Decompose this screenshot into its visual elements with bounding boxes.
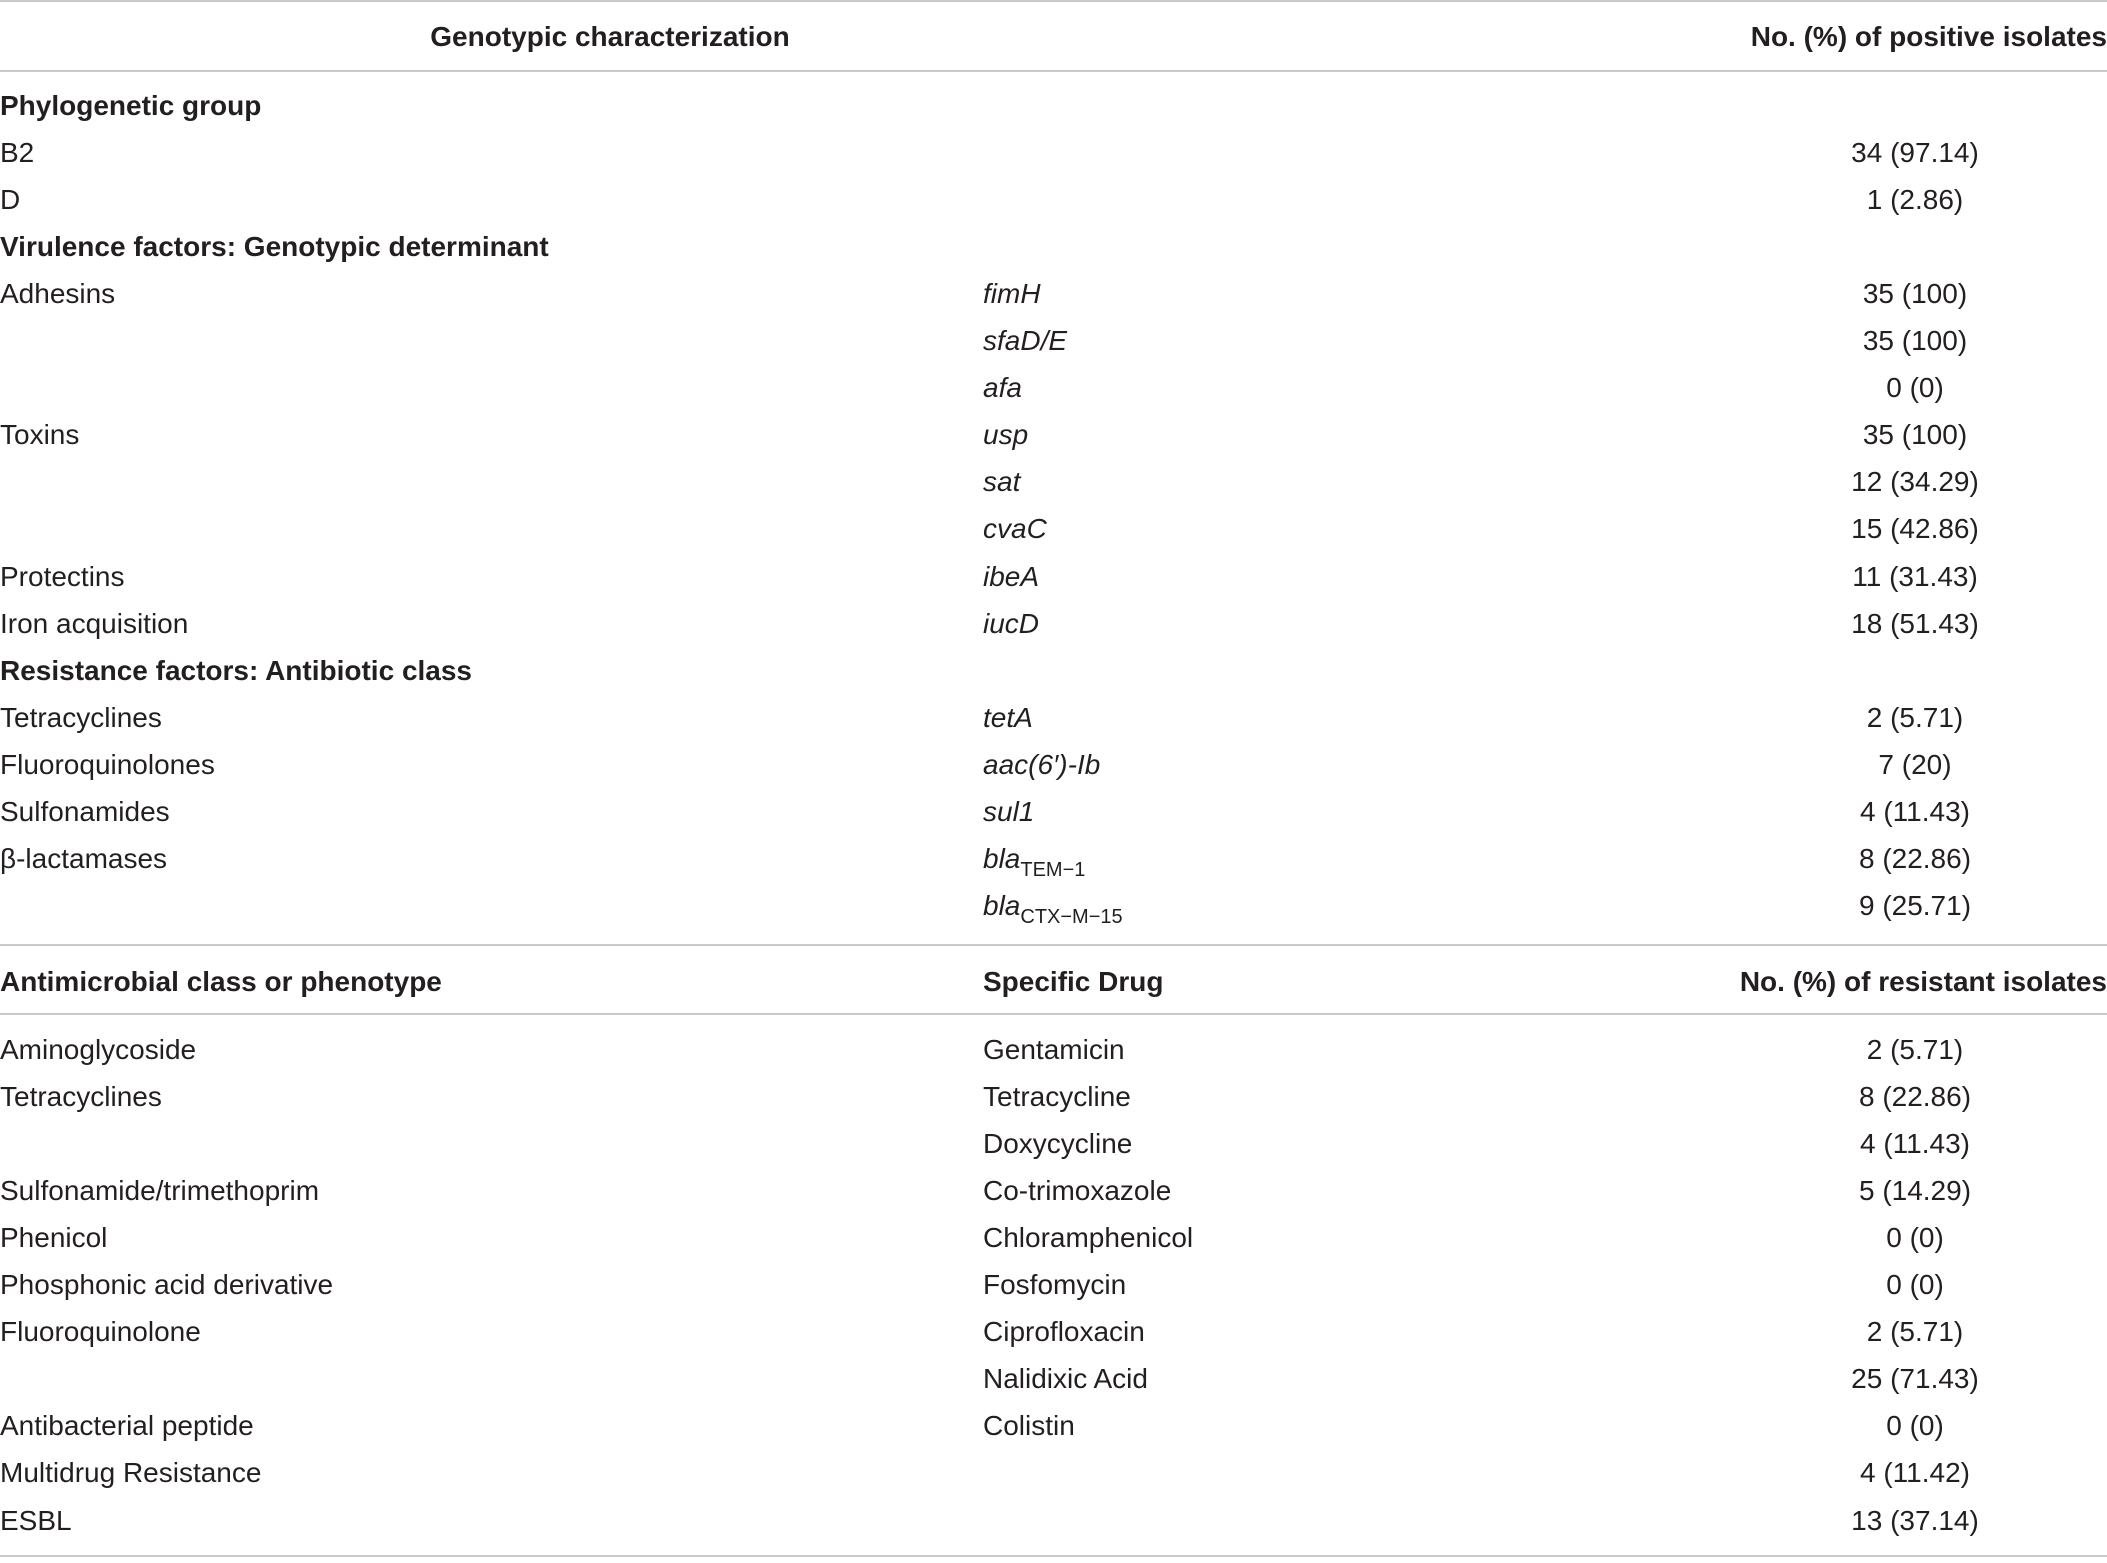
drug-name [983, 1073, 1131, 1120]
cell-text: iucD [983, 607, 1040, 639]
gene-name [983, 882, 1123, 929]
isolate-count: 4 (11.42) [1860, 1457, 1970, 1489]
table-row [0, 1120, 2107, 1167]
table2-header [0, 958, 2107, 1005]
table-row [0, 458, 2107, 505]
row-category: Protectins [0, 560, 125, 592]
isolate-count: 4 (11.43) [1860, 795, 1970, 827]
isolate-count: 12 (34.29) [1851, 466, 1979, 498]
row-category: D [0, 184, 21, 216]
gene-subscript: TEM−1 [1020, 858, 1086, 881]
cell-text: Gentamicin [983, 1034, 1125, 1065]
cell-text: Nalidixic Acid [983, 1363, 1148, 1395]
row-category: Sulfonamides [0, 795, 170, 827]
cell-text: usp [983, 419, 1029, 451]
drug-name [983, 1026, 1125, 1073]
row-category: Fluoroquinolones [0, 748, 215, 780]
row-category: Adhesins [0, 278, 116, 310]
isolate-count: 0 (0) [1886, 1222, 1944, 1254]
row-category: Aminoglycoside [0, 1034, 197, 1065]
table-row [0, 364, 2107, 411]
isolate-count: 0 (0) [1886, 1410, 1944, 1442]
gene-name [983, 270, 1041, 317]
isolate-count: 13 (37.14) [1851, 1504, 1979, 1536]
row-category: Sulfonamide/trimethoprim [0, 1175, 320, 1207]
table2-top-rule [0, 944, 2107, 946]
row-category: Multidrug Resistance [0, 1457, 262, 1489]
isolate-count: 1 (2.86) [1866, 184, 1964, 216]
isolate-count: 9 (25.71) [1858, 889, 1972, 921]
table-row [0, 1449, 2107, 1496]
row-category: Antibacterial peptide [0, 1410, 254, 1442]
table-row [0, 835, 2107, 882]
drug-name [983, 1167, 1171, 1214]
table-row [0, 1073, 2107, 1120]
row-category: Phosphonic acid derivative [0, 1269, 334, 1301]
gene-name [983, 505, 1047, 552]
section-heading: Phylogenetic group [0, 90, 262, 121]
section-heading: Virulence factors: Genotypic determinant [0, 231, 549, 263]
isolate-count: 5 (14.29) [1858, 1175, 1972, 1207]
top-rule [0, 0, 2107, 2]
row-category: Tetracyclines [0, 1081, 162, 1113]
table1-header [0, 13, 2107, 60]
cell-text: afa [983, 372, 1022, 404]
isolate-count: 25 (71.43) [1851, 1363, 1979, 1395]
table-row [0, 1167, 2107, 1214]
bottom-rule [0, 1555, 2107, 1557]
table-row [0, 505, 2107, 552]
cell-text: ibeA [983, 560, 1040, 592]
row-category: Toxins [0, 419, 80, 451]
isolate-count: 4 (11.43) [1860, 1128, 1970, 1160]
row-category: Phenicol [0, 1222, 108, 1254]
isolate-count: 11 (31.43) [1852, 560, 1978, 592]
table-row [0, 694, 2107, 741]
isolate-count: 0 (0) [1886, 372, 1944, 404]
isolate-count: 35 (100) [1862, 278, 1968, 310]
table1-header-col3: No. (%) of positive isolates [1750, 21, 2107, 52]
table2-header-col2: Specific Drug [983, 966, 1164, 997]
isolate-count: 34 (97.14) [1851, 137, 1979, 169]
cell-text: Colistin [983, 1410, 1075, 1442]
gene-name [983, 411, 1028, 458]
gene-name [983, 458, 1020, 505]
table-row [0, 1497, 2107, 1544]
cell-text: cvaC [983, 513, 1047, 545]
cell-text: bla [983, 889, 1021, 921]
cell-text: fimH [983, 278, 1041, 310]
cell-text: tetA [983, 701, 1033, 733]
table-row [0, 647, 2107, 694]
table-row [0, 1402, 2107, 1449]
cell-text: Doxycycline [983, 1128, 1133, 1160]
table2-header-rule [0, 1013, 2107, 1015]
gene-name [983, 364, 1022, 411]
isolate-count: 2 (5.71) [1866, 1316, 1964, 1348]
cell-text: aac(6′)-Ib [983, 748, 1101, 780]
gene-name [983, 600, 1039, 647]
gene-name [983, 788, 1034, 835]
drug-name [983, 1120, 1132, 1167]
table-row [0, 317, 2107, 364]
table-row [0, 741, 2107, 788]
gene-name [983, 741, 1100, 788]
row-category: ESBL [0, 1504, 72, 1536]
gene-name [983, 835, 1085, 882]
cell-text: Ciprofloxacin [983, 1316, 1145, 1348]
isolate-count: 35 (100) [1862, 325, 1968, 357]
isolate-count: 18 (51.43) [1851, 607, 1979, 639]
table-row [0, 600, 2107, 647]
isolate-count: 8 (22.86) [1858, 842, 1972, 874]
cell-text: sul1 [983, 795, 1035, 827]
table-row [0, 411, 2107, 458]
table1-header-rule [0, 70, 2107, 72]
table-row [0, 1261, 2107, 1308]
table-row [0, 82, 2107, 129]
gene-subscript: CTX−M−15 [1020, 905, 1123, 928]
isolate-count: 2 (5.71) [1866, 1034, 1964, 1065]
row-category: B2 [0, 137, 35, 169]
cell-text: sat [983, 466, 1021, 498]
cell-text: Fosfomycin [983, 1269, 1127, 1301]
table2-header-col3: No. (%) of resistant isolates [1739, 966, 2107, 997]
cell-text: bla [983, 842, 1021, 874]
gene-name [983, 317, 1067, 364]
row-category: β-lactamases [0, 842, 168, 874]
drug-name [983, 1402, 1075, 1449]
cell-text: Tetracycline [983, 1081, 1131, 1113]
gene-name [983, 694, 1033, 741]
isolate-count: 0 (0) [1886, 1269, 1944, 1301]
table-row [0, 129, 2107, 176]
table-row [0, 1214, 2107, 1261]
drug-name [983, 1261, 1126, 1308]
table-row [0, 1026, 2107, 1073]
table-row [0, 176, 2107, 223]
drug-name [983, 1214, 1193, 1261]
table-row [0, 788, 2107, 835]
section-heading: Resistance factors: Antibiotic class [0, 654, 473, 686]
isolate-count: 35 (100) [1862, 419, 1968, 451]
table1-header-col1: Genotypic characterization [430, 21, 790, 52]
table-row [0, 553, 2107, 600]
row-category: Iron acquisition [0, 607, 189, 639]
table-row [0, 882, 2107, 929]
row-category: Fluoroquinolone [0, 1316, 201, 1348]
drug-name [983, 1355, 1148, 1402]
drug-name [983, 1308, 1145, 1355]
table-row [0, 1308, 2107, 1355]
isolate-count: 7 (20) [1878, 748, 1952, 780]
isolate-count: 2 (5.71) [1866, 701, 1964, 733]
cell-text: Co-trimoxazole [983, 1175, 1172, 1207]
row-category: Tetracyclines [0, 701, 162, 733]
table-row [0, 1355, 2107, 1402]
isolate-count: 8 (22.86) [1858, 1081, 1972, 1113]
table2-header-col1: Antimicrobial class or phenotype [0, 966, 442, 997]
isolate-count: 15 (42.86) [1851, 513, 1979, 545]
table-row [0, 270, 2107, 317]
cell-text: sfaD/E [983, 325, 1068, 357]
cell-text: Chloramphenicol [983, 1222, 1194, 1254]
table-row [0, 223, 2107, 270]
gene-name [983, 553, 1039, 600]
